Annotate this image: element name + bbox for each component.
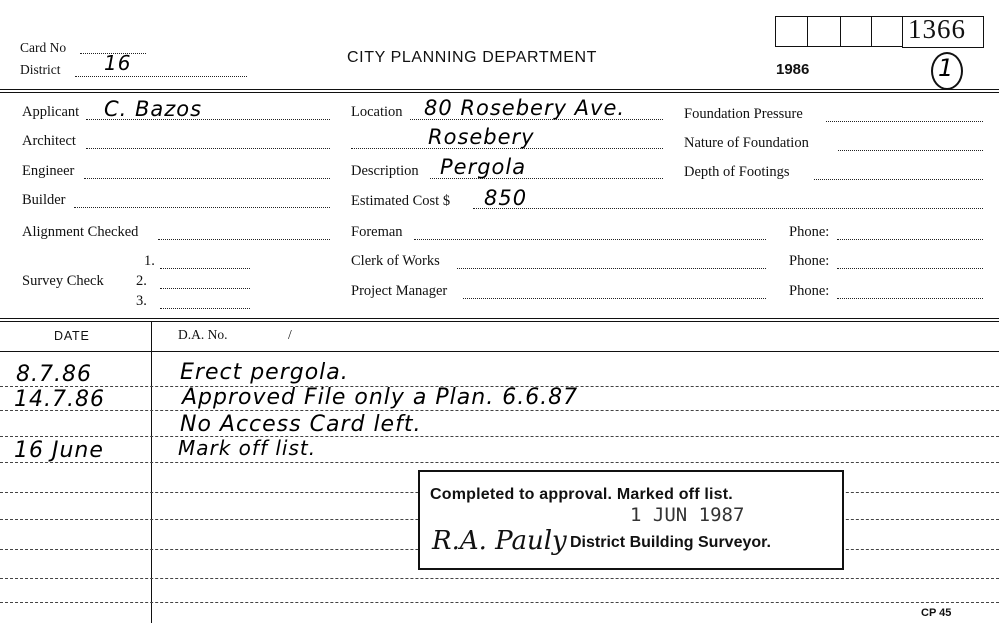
year: 1986	[776, 61, 810, 78]
stamp-line2: District Building Surveyor.	[570, 534, 771, 551]
applicant-value: C. Bazos	[104, 97, 203, 121]
survey-3-field	[160, 307, 250, 309]
location-label: Location	[351, 104, 403, 120]
survey-3-label: 3.	[136, 293, 147, 309]
foreman-label: Foreman	[351, 224, 403, 240]
depth-footings-label: Depth of Footings	[684, 164, 790, 180]
builder-label: Builder	[22, 192, 66, 208]
manager-phone-label: Phone:	[789, 283, 830, 299]
ruled-line	[0, 602, 999, 603]
nature-foundation-field	[838, 149, 983, 151]
clerk-label: Clerk of Works	[351, 253, 440, 269]
stamp-line1: Completed to approval. Marked off list.	[430, 486, 733, 503]
builder-field	[74, 206, 330, 208]
foreman-phone-label: Phone:	[789, 224, 830, 240]
card-number: 1366	[908, 14, 966, 44]
district-value: 16	[104, 51, 132, 75]
foundation-pressure-label: Foundation Pressure	[684, 106, 803, 122]
ruled-line	[0, 578, 999, 579]
survey-1-label: 1.	[144, 253, 155, 269]
description-label: Description	[351, 163, 419, 179]
log-entry: Mark off list.	[178, 436, 317, 460]
log-date: 14.7.86	[14, 387, 105, 412]
clerk-field	[457, 267, 766, 269]
clerk-phone-label: Phone:	[789, 253, 830, 269]
engineer-field	[84, 177, 330, 179]
district-field	[75, 75, 247, 77]
architect-label: Architect	[22, 133, 76, 149]
approval-stamp	[418, 470, 844, 570]
clerk-phone-field	[837, 267, 983, 269]
stamp-date: 1 JUN 1987	[630, 504, 745, 526]
stamp-signature: R.A. Pauly	[432, 526, 567, 556]
card-no-label: Card No	[20, 40, 67, 55]
ruled-line	[0, 410, 999, 411]
foundation-pressure-field	[826, 120, 983, 122]
survey-1-field	[160, 267, 250, 269]
architect-field	[86, 147, 330, 149]
card-number-boxes	[775, 16, 903, 47]
depth-footings-field	[814, 178, 983, 180]
date-header: DATE	[54, 329, 90, 343]
estimated-cost-field	[473, 207, 983, 209]
da-no-value: /	[288, 327, 292, 342]
location-value-line2: Rosebery	[428, 125, 535, 149]
applicant-label: Applicant	[22, 104, 80, 120]
foreman-phone-field	[837, 238, 983, 240]
ruled-line	[0, 436, 999, 437]
nature-foundation-label: Nature of Foundation	[684, 135, 809, 151]
alignment-label: Alignment Checked	[22, 224, 139, 240]
engineer-label: Engineer	[22, 163, 75, 179]
department-title: CITY PLANNING DEPARTMENT	[347, 49, 597, 66]
survey-2-label: 2.	[136, 273, 147, 289]
circled-number-value: 1	[938, 54, 955, 82]
manager-field	[463, 297, 766, 299]
box-divider	[807, 16, 808, 47]
header-rule	[0, 92, 999, 93]
box-divider	[871, 16, 872, 47]
foreman-field	[414, 238, 766, 240]
table-top-rule	[0, 321, 999, 322]
estimated-cost-value: 850	[484, 186, 528, 210]
location-value-line1: 80 Rosebery Ave.	[424, 96, 626, 120]
form-code: CP 45	[921, 607, 952, 619]
survey-check-label: Survey Check	[22, 273, 104, 289]
manager-phone-field	[837, 297, 983, 299]
ruled-line	[0, 462, 999, 463]
da-no-header: D.A. No.	[178, 327, 228, 342]
description-value: Pergola	[440, 155, 527, 179]
log-date: 16 June	[14, 438, 104, 463]
header-rule	[0, 89, 999, 90]
table-top-rule	[0, 318, 999, 319]
log-entry: Approved File only a Plan. 6.6.87	[182, 385, 579, 410]
estimated-cost-label: Estimated Cost $	[351, 193, 451, 209]
alignment-field	[158, 238, 330, 240]
log-date: 8.7.86	[16, 362, 92, 387]
box-divider	[840, 16, 841, 47]
manager-label: Project Manager	[351, 283, 448, 299]
table-header-rule	[0, 351, 999, 352]
survey-2-field	[160, 287, 250, 289]
log-entry: No Access Card left.	[180, 412, 422, 437]
log-entry: Erect pergola.	[180, 360, 349, 385]
district-label: District	[20, 62, 61, 77]
